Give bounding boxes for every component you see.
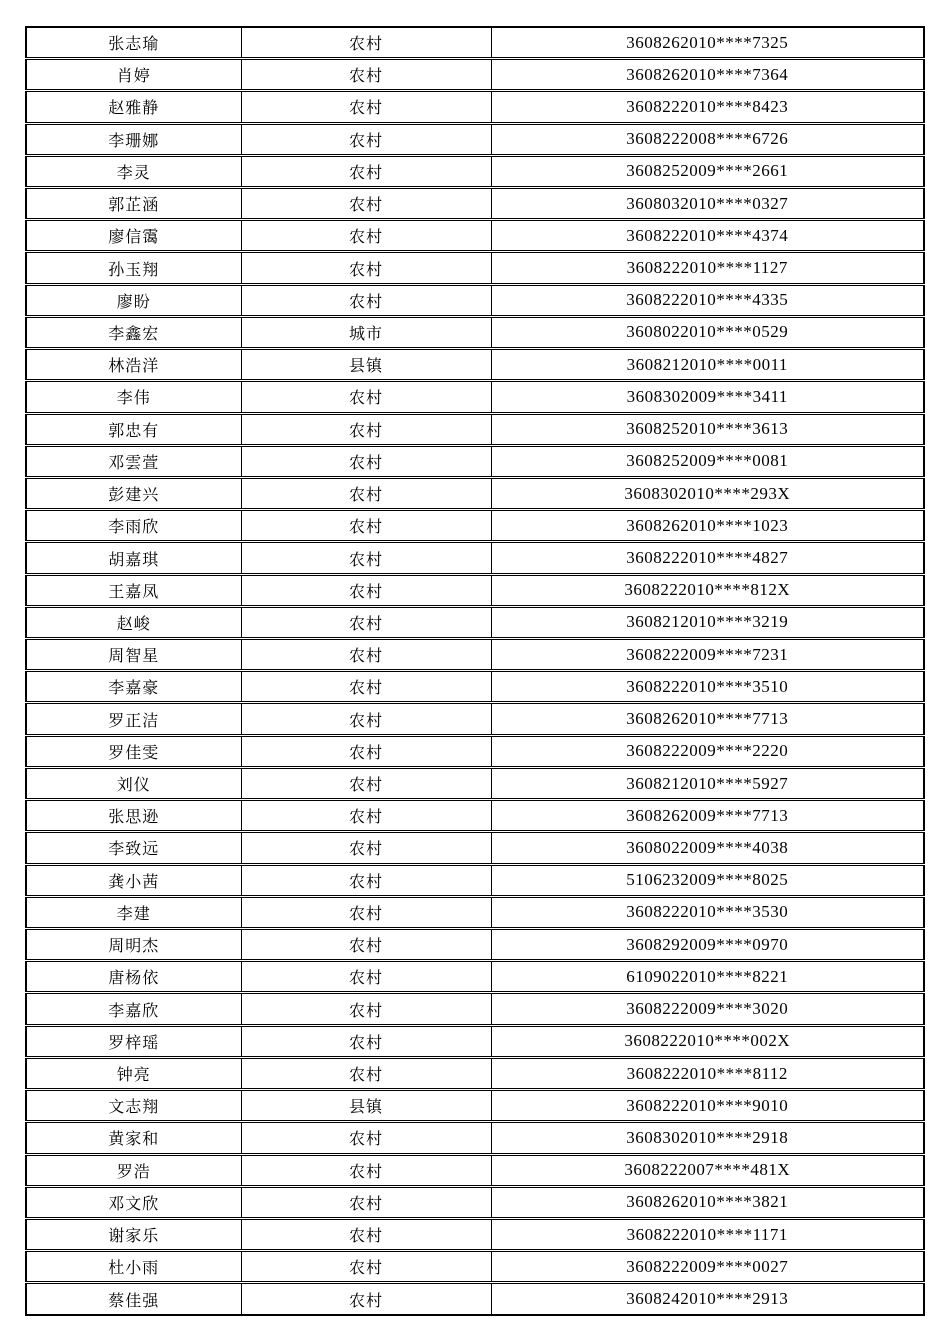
id-number-cell: 3608252009****2661 [491,155,924,187]
name-cell: 李嘉豪 [26,671,241,703]
residence-type-cell: 农村 [241,1057,491,1089]
residence-type-cell: 农村 [241,91,491,123]
residence-type-cell: 农村 [241,1122,491,1154]
table-row [26,800,924,832]
residence-type-cell: 农村 [241,1154,491,1186]
table-row [26,413,924,445]
residence-type-cell: 农村 [241,606,491,638]
id-number-cell: 3608292009****0970 [491,929,924,961]
name-cell: 周明杰 [26,929,241,961]
table-row [26,735,924,767]
id-number-cell: 3608302010****2918 [491,1122,924,1154]
id-number-cell: 3608222008****6726 [491,123,924,155]
name-cell: 张志瑜 [26,27,241,59]
id-number-cell: 3608222010****4335 [491,284,924,316]
table-row [26,316,924,348]
residence-type-cell: 农村 [241,800,491,832]
document-page [25,26,923,1316]
id-number-cell: 3608222007****481X [491,1154,924,1186]
id-number-cell: 5106232009****8025 [491,864,924,896]
id-number-cell: 3608222010****4374 [491,220,924,252]
name-cell: 龚小茜 [26,864,241,896]
name-cell: 邓雲萱 [26,445,241,477]
id-number-cell: 3608262009****7713 [491,800,924,832]
table-row [26,27,924,59]
student-roster-table [25,26,925,1316]
id-number-cell: 3608022009****4038 [491,832,924,864]
name-cell: 孙玉翔 [26,252,241,284]
id-number-cell: 3608222009****2220 [491,735,924,767]
id-number-cell: 3608222010****9010 [491,1090,924,1122]
table-row [26,1090,924,1122]
table-row [26,671,924,703]
table-row [26,896,924,928]
residence-type-cell: 农村 [241,123,491,155]
residence-type-cell: 农村 [241,671,491,703]
residence-type-cell: 县镇 [241,1090,491,1122]
name-cell: 杜小雨 [26,1251,241,1283]
table-row [26,349,924,381]
residence-type-cell: 城市 [241,316,491,348]
name-cell: 李致远 [26,832,241,864]
id-number-cell: 3608222009****3020 [491,993,924,1025]
id-number-cell: 3608222010****1171 [491,1218,924,1250]
residence-type-cell: 农村 [241,929,491,961]
name-cell: 蔡佳强 [26,1283,241,1315]
name-cell: 李鑫宏 [26,316,241,348]
id-number-cell: 3608302010****293X [491,477,924,509]
name-cell: 刘仪 [26,767,241,799]
id-number-cell: 3608222009****0027 [491,1251,924,1283]
name-cell: 李珊娜 [26,123,241,155]
table-row [26,639,924,671]
table-row [26,59,924,91]
table-row [26,220,924,252]
residence-type-cell: 农村 [241,574,491,606]
table-row [26,1283,924,1315]
name-cell: 李建 [26,896,241,928]
name-cell: 胡嘉琪 [26,542,241,574]
name-cell: 李嘉欣 [26,993,241,1025]
id-number-cell: 3608222010****3530 [491,896,924,928]
id-number-cell: 3608242010****2913 [626,1289,789,1309]
id-number-cell: 3608302009****3411 [491,381,924,413]
residence-type-cell: 农村 [241,832,491,864]
residence-type-cell: 农村 [241,993,491,1025]
table-body [26,27,924,1315]
id-number-cell: 3608222010****3510 [491,671,924,703]
id-number-cell: 3608262010****7325 [491,27,924,59]
id-number-cell: 3608252010****3613 [491,413,924,445]
name-cell: 李伟 [26,381,241,413]
id-number-cell: 3608212010****5927 [491,767,924,799]
name-cell: 肖婷 [26,59,241,91]
table-row [26,1025,924,1057]
name-cell: 罗浩 [26,1154,241,1186]
name-cell: 李灵 [26,155,241,187]
residence-type-cell: 农村 [241,703,491,735]
table-row [26,1218,924,1250]
id-number-cell: 3608252009****0081 [491,445,924,477]
residence-type-cell: 农村 [241,381,491,413]
table-row [26,767,924,799]
table-row [26,252,924,284]
name-cell: 周智星 [26,639,241,671]
name-cell: 赵雅静 [26,91,241,123]
table-row [26,1186,924,1218]
residence-type-cell: 农村 [241,445,491,477]
name-cell: 张思逊 [26,800,241,832]
name-cell: 彭建兴 [26,477,241,509]
id-number-cell: 3608262010****7713 [491,703,924,735]
residence-type-cell: 农村 [241,896,491,928]
name-cell: 罗梓瑶 [26,1025,241,1057]
residence-type-cell: 农村 [241,155,491,187]
residence-type-cell: 农村 [241,639,491,671]
name-cell: 赵峻 [26,606,241,638]
residence-type-cell: 农村 [241,1283,491,1315]
id-number-cell: 3608222010****1127 [491,252,924,284]
residence-type-cell: 农村 [241,1218,491,1250]
table-row [26,574,924,606]
residence-type-cell: 农村 [241,284,491,316]
name-cell: 郭忠有 [26,413,241,445]
id-number-cell: 3608222010****4827 [491,542,924,574]
table-row [26,123,924,155]
id-number-cell: 3608022010****0529 [491,316,924,348]
name-cell: 唐杨依 [26,961,241,993]
table-row [26,993,924,1025]
residence-type-cell: 农村 [241,1025,491,1057]
id-number-cell: 3608222009****7231 [491,639,924,671]
residence-type-cell: 农村 [241,187,491,219]
id-number-cell: 3608212010****3219 [491,606,924,638]
table-row [26,929,924,961]
id-number-cell: 3608262010****7364 [491,59,924,91]
table-row [26,187,924,219]
name-cell: 廖信霭 [26,220,241,252]
table-row [26,864,924,896]
id-number-cell: 3608212010****0011 [491,349,924,381]
id-number-cell: 3608222010****002X [491,1025,924,1057]
residence-type-cell: 农村 [241,767,491,799]
table-row [26,155,924,187]
residence-type-cell: 农村 [241,510,491,542]
name-cell: 李雨欣 [26,510,241,542]
table-row [26,703,924,735]
name-cell: 邓文欣 [26,1186,241,1218]
residence-type-cell: 农村 [241,477,491,509]
name-cell: 廖盼 [26,284,241,316]
residence-type-cell: 农村 [241,59,491,91]
table-row [26,445,924,477]
residence-type-cell: 农村 [241,27,491,59]
id-number-cell: 6109022010****8221 [491,961,924,993]
table-row [26,606,924,638]
table-row [26,1251,924,1283]
residence-type-cell: 县镇 [241,349,491,381]
name-cell: 罗佳雯 [26,735,241,767]
id-number-cell: 3608032010****0327 [491,187,924,219]
name-cell: 钟亮 [26,1057,241,1089]
residence-type-cell: 农村 [241,735,491,767]
table-row [26,510,924,542]
id-number-cell: 3608222010****812X [491,574,924,606]
table-row [26,1122,924,1154]
table-row [26,91,924,123]
residence-type-cell: 农村 [241,413,491,445]
residence-type-cell: 农村 [241,220,491,252]
residence-type-cell: 农村 [241,864,491,896]
residence-type-cell: 农村 [241,1251,491,1283]
name-cell: 林浩洋 [26,349,241,381]
table-row [26,1057,924,1089]
table-row [26,961,924,993]
table-row [26,477,924,509]
table-row [26,1154,924,1186]
name-cell: 郭芷涵 [26,187,241,219]
id-number-cell: 3608262010****3821 [491,1186,924,1218]
name-cell: 黄家和 [26,1122,241,1154]
id-number-cell: 3608222010****8423 [491,91,924,123]
residence-type-cell: 农村 [241,252,491,284]
name-cell: 罗正洁 [26,703,241,735]
table-row [26,542,924,574]
id-number-cell: 3608222010****8112 [491,1057,924,1089]
id-number-cell: 3608262010****1023 [491,510,924,542]
name-cell: 王嘉凤 [26,574,241,606]
residence-type-cell: 农村 [241,1186,491,1218]
table-row [26,832,924,864]
residence-type-cell: 农村 [241,961,491,993]
table-row [26,381,924,413]
residence-type-cell: 农村 [241,542,491,574]
table-row [26,284,924,316]
name-cell: 谢家乐 [26,1218,241,1250]
name-cell: 文志翔 [26,1090,241,1122]
